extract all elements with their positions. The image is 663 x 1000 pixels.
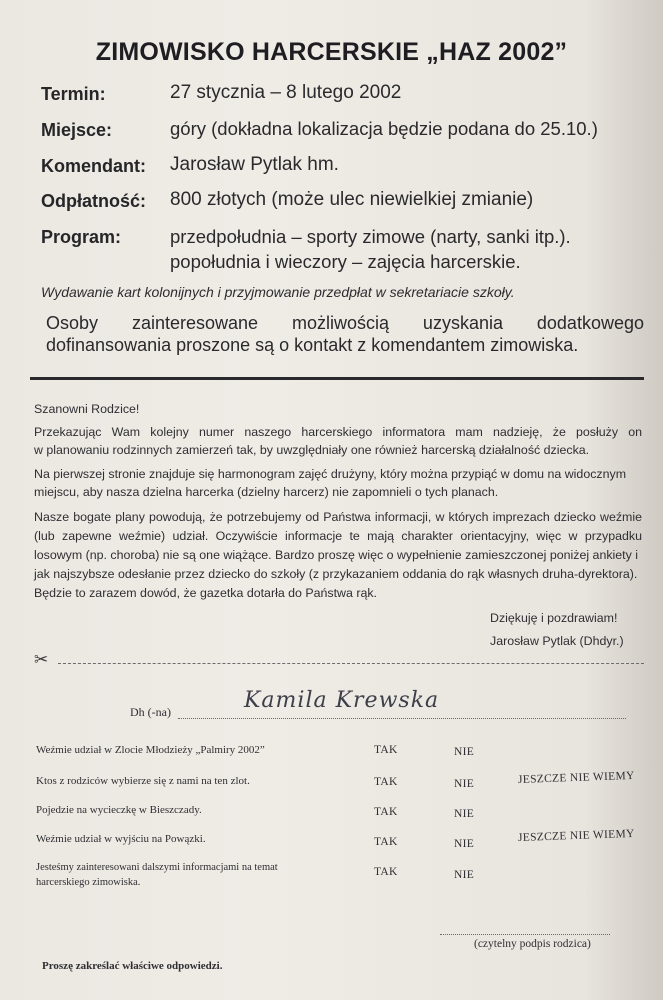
letter-line: Przekazując Wam kolejny numer naszego harcerskiego informatora mam nadzieję, że posłuży on [34,425,642,439]
form-question: harcerskiego zimowiska. [36,877,141,888]
letter-line: jak najszybsze odesłanie przez dziecko do szkoły (z przykazaniem oddania do rąk własnych druha-dyrektora). [34,567,638,581]
komendant-value: Jarosław Pytlak hm. [170,154,339,175]
no-option[interactable]: NIE [454,746,475,758]
no-option[interactable]: NIE [454,808,475,820]
letter-line: Nasze bogate plany powodują, że potrzebujemy od Państwa informacji, w których imprezach dziecko weźmie [34,510,642,524]
no-option[interactable]: NIE [454,838,475,850]
program-line-1: przedpołudnia – sporty zimowe (narty, sanki itp.). [170,226,571,247]
letter-line: miejscu, aby nasza dzielna harcerka (dzielny harcerz) nie zapomnieli o tych planach. [34,485,499,499]
odplatnosc-value: 800 złotych (może ulec niewielkiej zmianie) [170,189,534,210]
letter-greeting: Szanowni Rodzice! [34,402,140,416]
scissors-icon: ✂ [34,650,49,669]
name-label: Dh (-na) [130,705,171,719]
letter-closing: Dziękuję i pozdrawiam! [490,611,618,625]
letter-line: Będzie to zarazem dowód, że gazetka dotarła do Państwa rąk. [34,586,377,600]
letter-line: w planowaniu rodzinnych zamierzeń tak, by uwzględniały one również harcerską działalność dziecka. [34,443,590,457]
funding-line-1: Osoby zainteresowane możliwością uzyskania dodatkowego [46,313,644,333]
odplatnosc-label: Odpłatność: [41,191,147,211]
page-title: ZIMOWISKO HARCERSKIE „HAZ 2002” [95,38,568,66]
termin-value: 27 stycznia – 8 lutego 2002 [170,82,402,103]
yes-option[interactable]: TAK [374,836,398,848]
yes-option[interactable]: TAK [374,866,398,878]
form-question: Jesteśmy zainteresowani dalszymi informacjami na temat [36,862,278,873]
name-line [178,718,626,719]
letter-signature: Jarosław Pytlak (Dhdyr.) [490,634,624,648]
letter-line: Na pierwszej stronie znajduje się harmonogram zajęć drużyny, który można przypiąć w domu na widocznym [34,467,627,481]
yes-option[interactable]: TAK [374,744,398,756]
form-footer: Proszę zakreślać właściwe odpowiedzi. [42,960,223,972]
form-question: Pojedzie na wycieczkę w Bieszczady. [36,804,202,816]
funding-line-2: dofinansowania proszone są o kontakt z komendantem zimowiska. [46,335,579,355]
cut-line [58,663,644,664]
termin-label: Termin: [41,84,106,104]
form-question: Weźmie udział w Zlocie Młodzieży „Palmiry 2002” [36,744,265,756]
letter-line: (lub zapewne weźmie) udział. Oczywiście informacje te mają charakter orientacyjny, więc w przypadku [34,529,642,543]
program-line-2: popołudnia i wieczory – zajęcia harcerskie. [170,251,521,272]
miejsce-value: góry (dokładna lokalizacja będzie podana do 25.10.) [170,118,598,139]
komendant-label: Komendant: [41,156,146,176]
letter-line: losowym (np. choroba) nie są one wiążące. Bardzo proszę więc o wypełnienie zamieszczonej poniżej ankiety i [34,548,639,562]
no-option[interactable]: NIE [454,778,475,790]
form-question: Ktos z rodziców wybierze się z nami na ten zlot. [36,775,250,787]
handwritten-name: Kamila Krewska [244,688,440,713]
program-label: Program: [41,227,122,247]
form-question: Weźmie udział w wyjściu na Powązki. [36,833,206,845]
unsure-option[interactable]: JESZCZE NIE WIEMY [517,827,635,844]
notice-italic: Wydawanie kart kolonijnych i przyjmowanie przedpłat w sekretariacie szkoły. [41,284,515,300]
yes-option[interactable]: TAK [374,806,398,818]
section-divider [30,377,644,380]
unsure-option[interactable]: JESZCZE NIE WIEMY [517,769,635,786]
parent-signature-line [440,934,610,935]
yes-option[interactable]: TAK [374,776,398,788]
no-option[interactable]: NIE [454,869,475,881]
signature-caption: (czytelny podpis rodzica) [474,938,591,950]
miejsce-label: Miejsce: [41,120,113,140]
